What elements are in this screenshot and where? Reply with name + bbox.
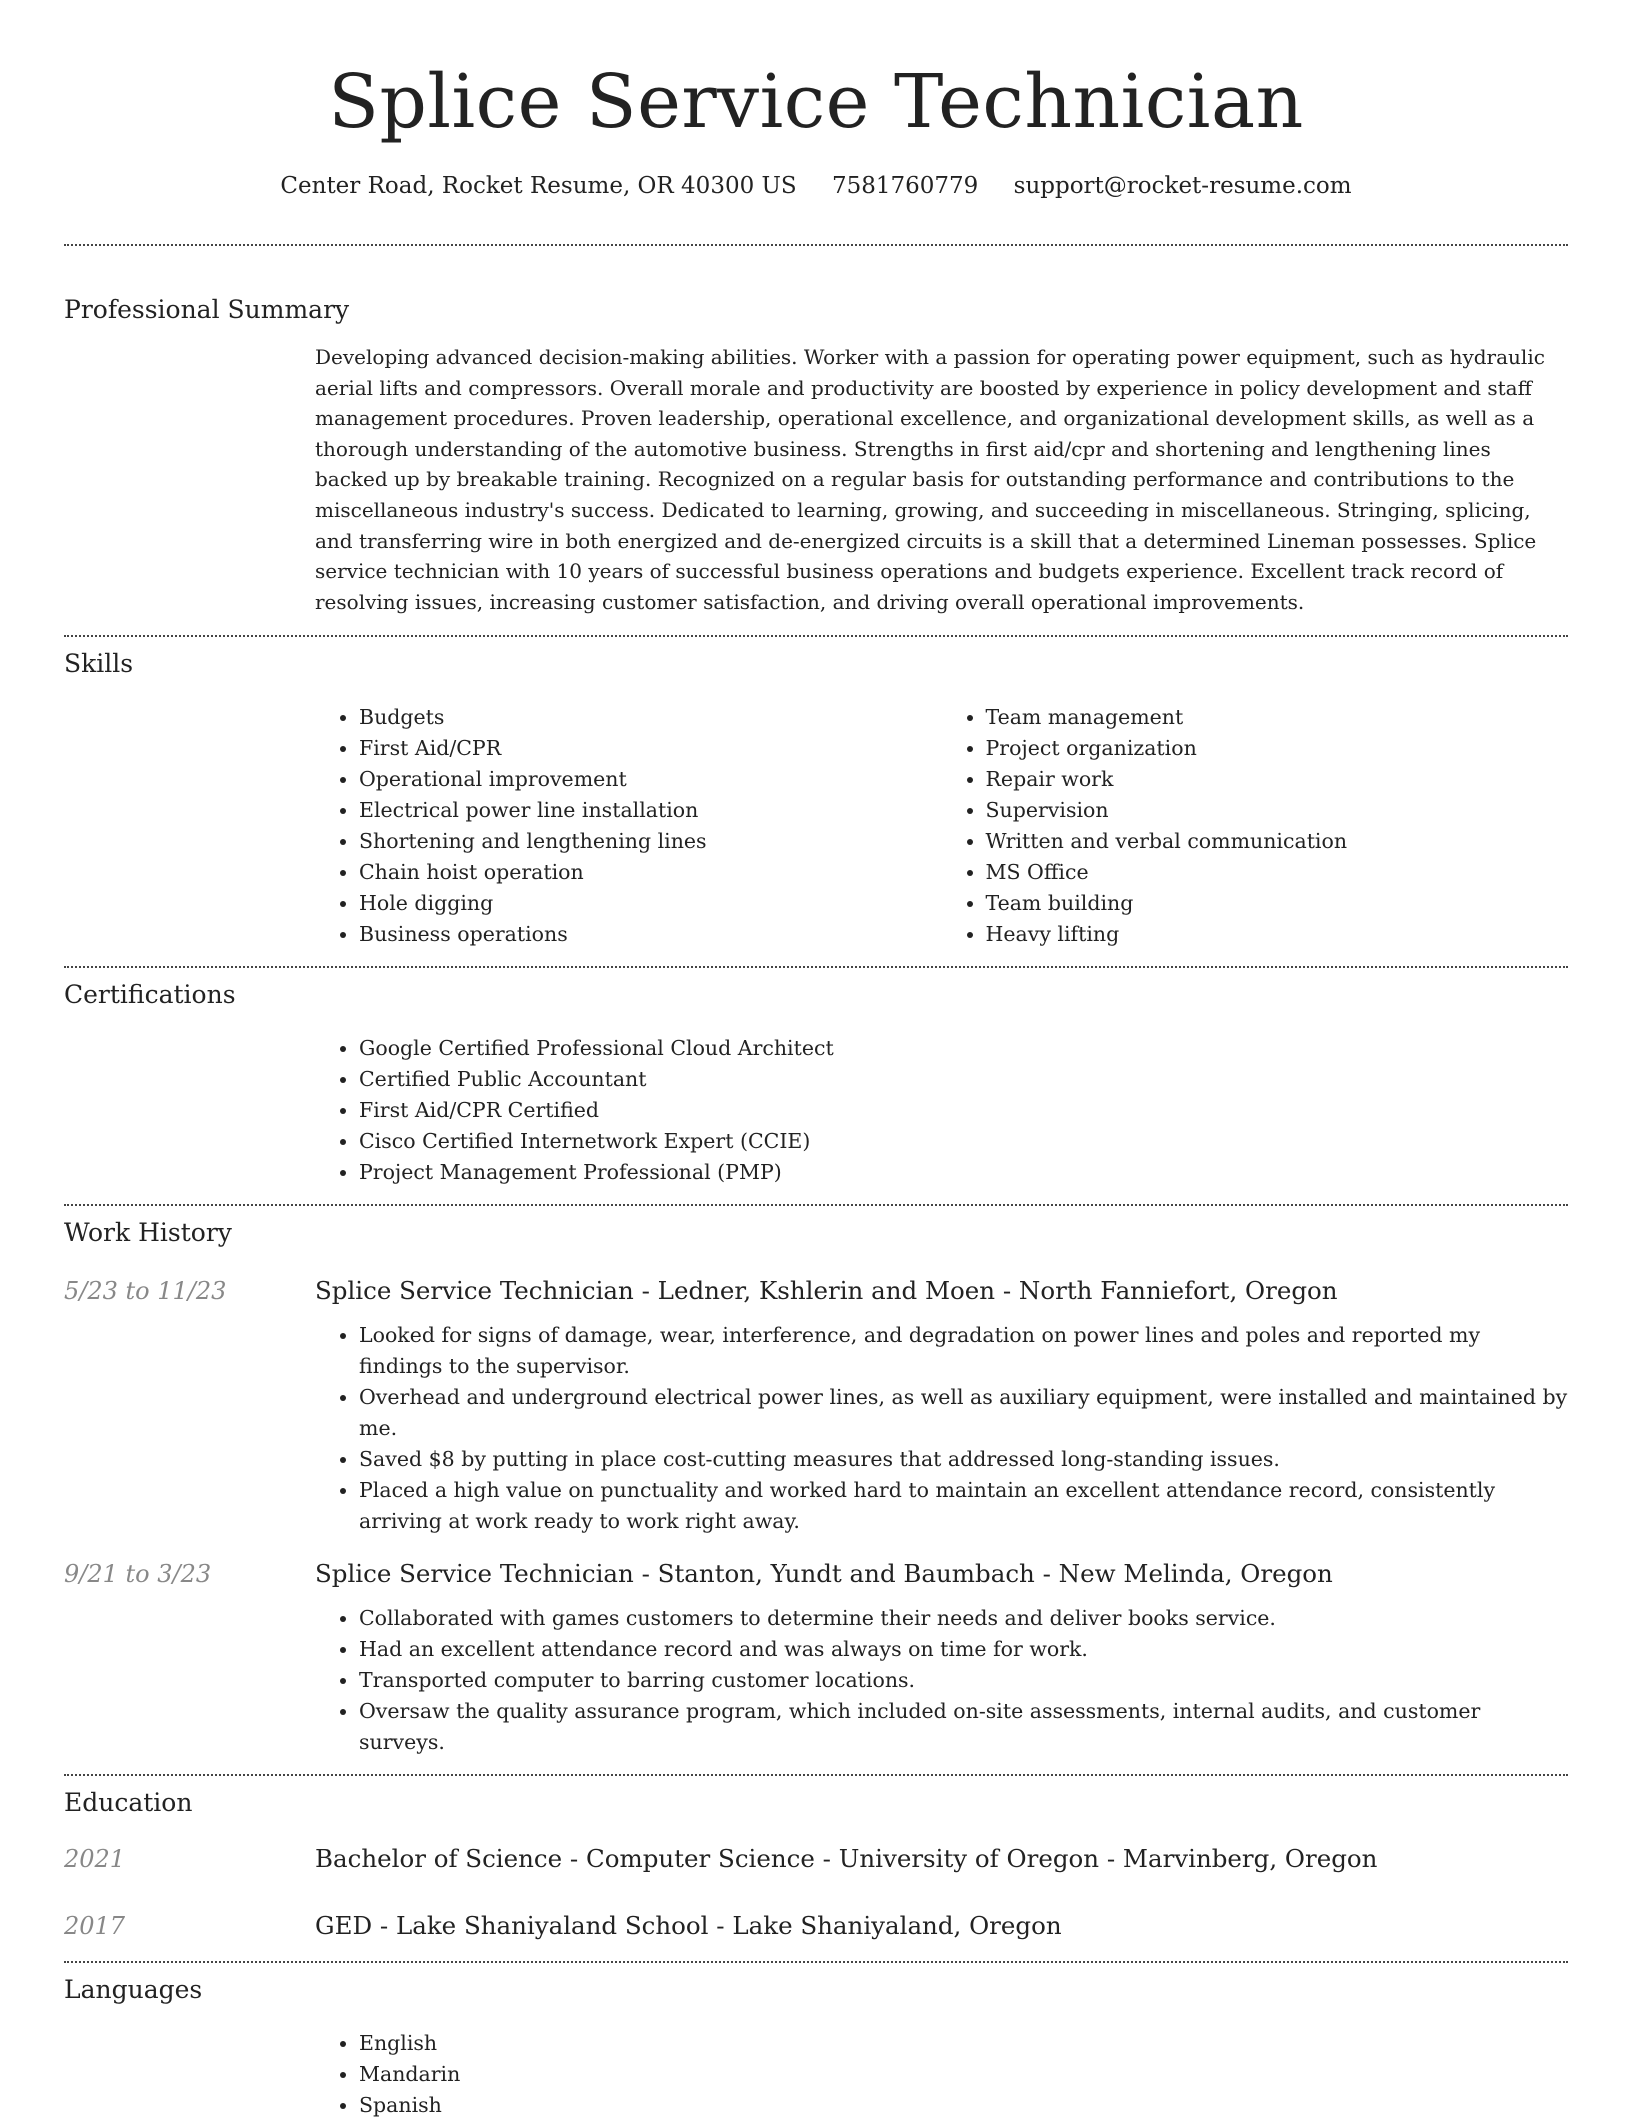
skill-item: • Operational improvement xyxy=(359,764,942,795)
divider xyxy=(64,1204,1568,1206)
contact-phone: 7581760779 xyxy=(831,173,979,199)
skill-item: • Supervision xyxy=(986,795,1569,826)
skills-title: Skills xyxy=(64,649,134,679)
job-heading: Splice Service Technician - Ledner, Kshlerin and Moen - North Fanniefort, Oregon xyxy=(315,1276,1338,1306)
job-entry xyxy=(64,1557,1568,1758)
education-title: Education xyxy=(64,1788,193,1818)
certifications-section xyxy=(64,978,1568,1188)
skill-item: • Chain hoist operation xyxy=(359,857,942,888)
skill-item: • Project organization xyxy=(986,733,1569,764)
job-bullets xyxy=(315,1603,1568,1758)
education-entry xyxy=(64,1842,1568,1876)
language-item: • English xyxy=(359,2028,1568,2059)
job-entry xyxy=(64,1274,1568,1537)
skill-item: • Shortening and lengthening lines xyxy=(359,826,942,857)
certification-item: • First Aid/CPR Certified xyxy=(359,1095,1568,1126)
job-bullet: • Transported computer to barring customer locations. xyxy=(359,1665,1568,1696)
job-bullet: • Had an excellent attendance record and was always on time for work. xyxy=(359,1634,1568,1665)
language-item: • Mandarin xyxy=(359,2059,1568,2090)
skills-section xyxy=(64,647,1568,950)
summary-title: Professional Summary xyxy=(64,295,350,324)
job-bullet: • Collaborated with games customers to determine their needs and deliver books service. xyxy=(359,1603,1568,1634)
job-bullets xyxy=(315,1320,1568,1537)
contact-address: Center Road, Rocket Resume, OR 40300 US xyxy=(280,173,797,199)
education-year: 2021 xyxy=(64,1845,126,1874)
summary-text: Developing advanced decision-making abilities. Worker with a passion for operating power equipment, such as hydraulic aerial lifts and compressors. Overall morale and productivity are boosted by experience in policy development and staff management procedures. Proven leadership, operational excellence, and organizational development skills, as well as a thorough understanding of the automotive business. Strengths in first aid/cpr and shortening and lengthening lines backed up by breakable training. Recognized on a regular basis for outstanding performance and contributions to the miscellaneous industry's success. Dedicated to learning, growing, and succeeding in miscellaneous. Stringing, splicing, and transferring wire in both energized and de-energized circuits is a skill that a determined Lineman possesses. Splice service technician with 10 years of successful business operations and budgets experience. Excellent track record of resolving issues, increasing customer satisfaction, and driving overall operational improvements. xyxy=(315,345,1545,614)
language-item: • Spanish xyxy=(359,2090,1568,2121)
skill-item: • Team management xyxy=(986,702,1569,733)
languages-section xyxy=(64,1973,1568,2121)
certifications-list xyxy=(315,1033,1568,1188)
skill-item: • Electrical power line installation xyxy=(359,795,942,826)
divider xyxy=(64,244,1568,246)
summary-section xyxy=(64,293,1568,617)
resume-page xyxy=(64,0,1568,2121)
skill-item: • Business operations xyxy=(359,919,942,950)
certification-item: • Google Certified Professional Cloud Architect xyxy=(359,1033,1568,1064)
certifications-title: Certifications xyxy=(64,980,236,1010)
certification-item: • Cisco Certified Internetwork Expert (CCIE) xyxy=(359,1126,1568,1157)
job-heading: Splice Service Technician - Stanton, Yundt and Baumbach - New Melinda, Oregon xyxy=(315,1559,1333,1589)
education-section xyxy=(64,1786,1568,1943)
divider xyxy=(64,966,1568,968)
contact-email: support@rocket-resume.com xyxy=(1013,173,1352,199)
skill-item: • Hole digging xyxy=(359,888,942,919)
work-history-title: Work History xyxy=(64,1218,232,1248)
divider xyxy=(64,1774,1568,1776)
skills-list-right xyxy=(942,702,1569,950)
job-dates: 9/21 to 3/23 xyxy=(64,1560,212,1589)
education-heading: Bachelor of Science - Computer Science - University of Oregon - Marvinberg, Oregon xyxy=(315,1844,1378,1874)
contact-line xyxy=(64,168,1568,204)
education-year: 2017 xyxy=(64,1912,126,1941)
skill-item: • Written and verbal communication xyxy=(986,826,1569,857)
education-heading: GED - Lake Shaniyaland School - Lake Shaniyaland, Oregon xyxy=(315,1911,1062,1941)
work-history-section xyxy=(64,1216,1568,1758)
certification-item: • Certified Public Accountant xyxy=(359,1064,1568,1095)
job-bullet: • Oversaw the quality assurance program, which included on-site assessments, internal audits, and customer surveys. xyxy=(359,1696,1568,1758)
skill-item: • First Aid/CPR xyxy=(359,733,942,764)
divider xyxy=(64,1961,1568,1963)
education-entry xyxy=(64,1909,1568,1943)
languages-title: Languages xyxy=(64,1975,203,2005)
skill-item: • Team building xyxy=(986,888,1569,919)
skill-item: • Budgets xyxy=(359,702,942,733)
certification-item: • Project Management Professional (PMP) xyxy=(359,1157,1568,1188)
job-bullet: • Overhead and underground electrical power lines, as well as auxiliary equipment, were installed and maintained by me. xyxy=(359,1382,1568,1444)
job-bullet: • Looked for signs of damage, wear, interference, and degradation on power lines and poles and reported my findings to the supervisor. xyxy=(359,1320,1568,1382)
skill-item: • Repair work xyxy=(986,764,1569,795)
languages-list xyxy=(315,2028,1568,2121)
skills-grid xyxy=(315,702,1568,950)
job-bullet: • Saved $8 by putting in place cost-cutting measures that addressed long-standing issues. xyxy=(359,1444,1568,1475)
job-dates: 5/23 to 11/23 xyxy=(64,1277,227,1306)
skill-item: • Heavy lifting xyxy=(986,919,1569,950)
job-bullet: • Placed a high value on punctuality and worked hard to maintain an excellent attendance record, consistently arriving at work ready to work right away. xyxy=(359,1475,1568,1537)
divider xyxy=(64,635,1568,637)
skills-list-left xyxy=(315,702,942,950)
resume-name: Splice Service Technician xyxy=(328,59,1304,145)
skill-item: • MS Office xyxy=(986,857,1569,888)
